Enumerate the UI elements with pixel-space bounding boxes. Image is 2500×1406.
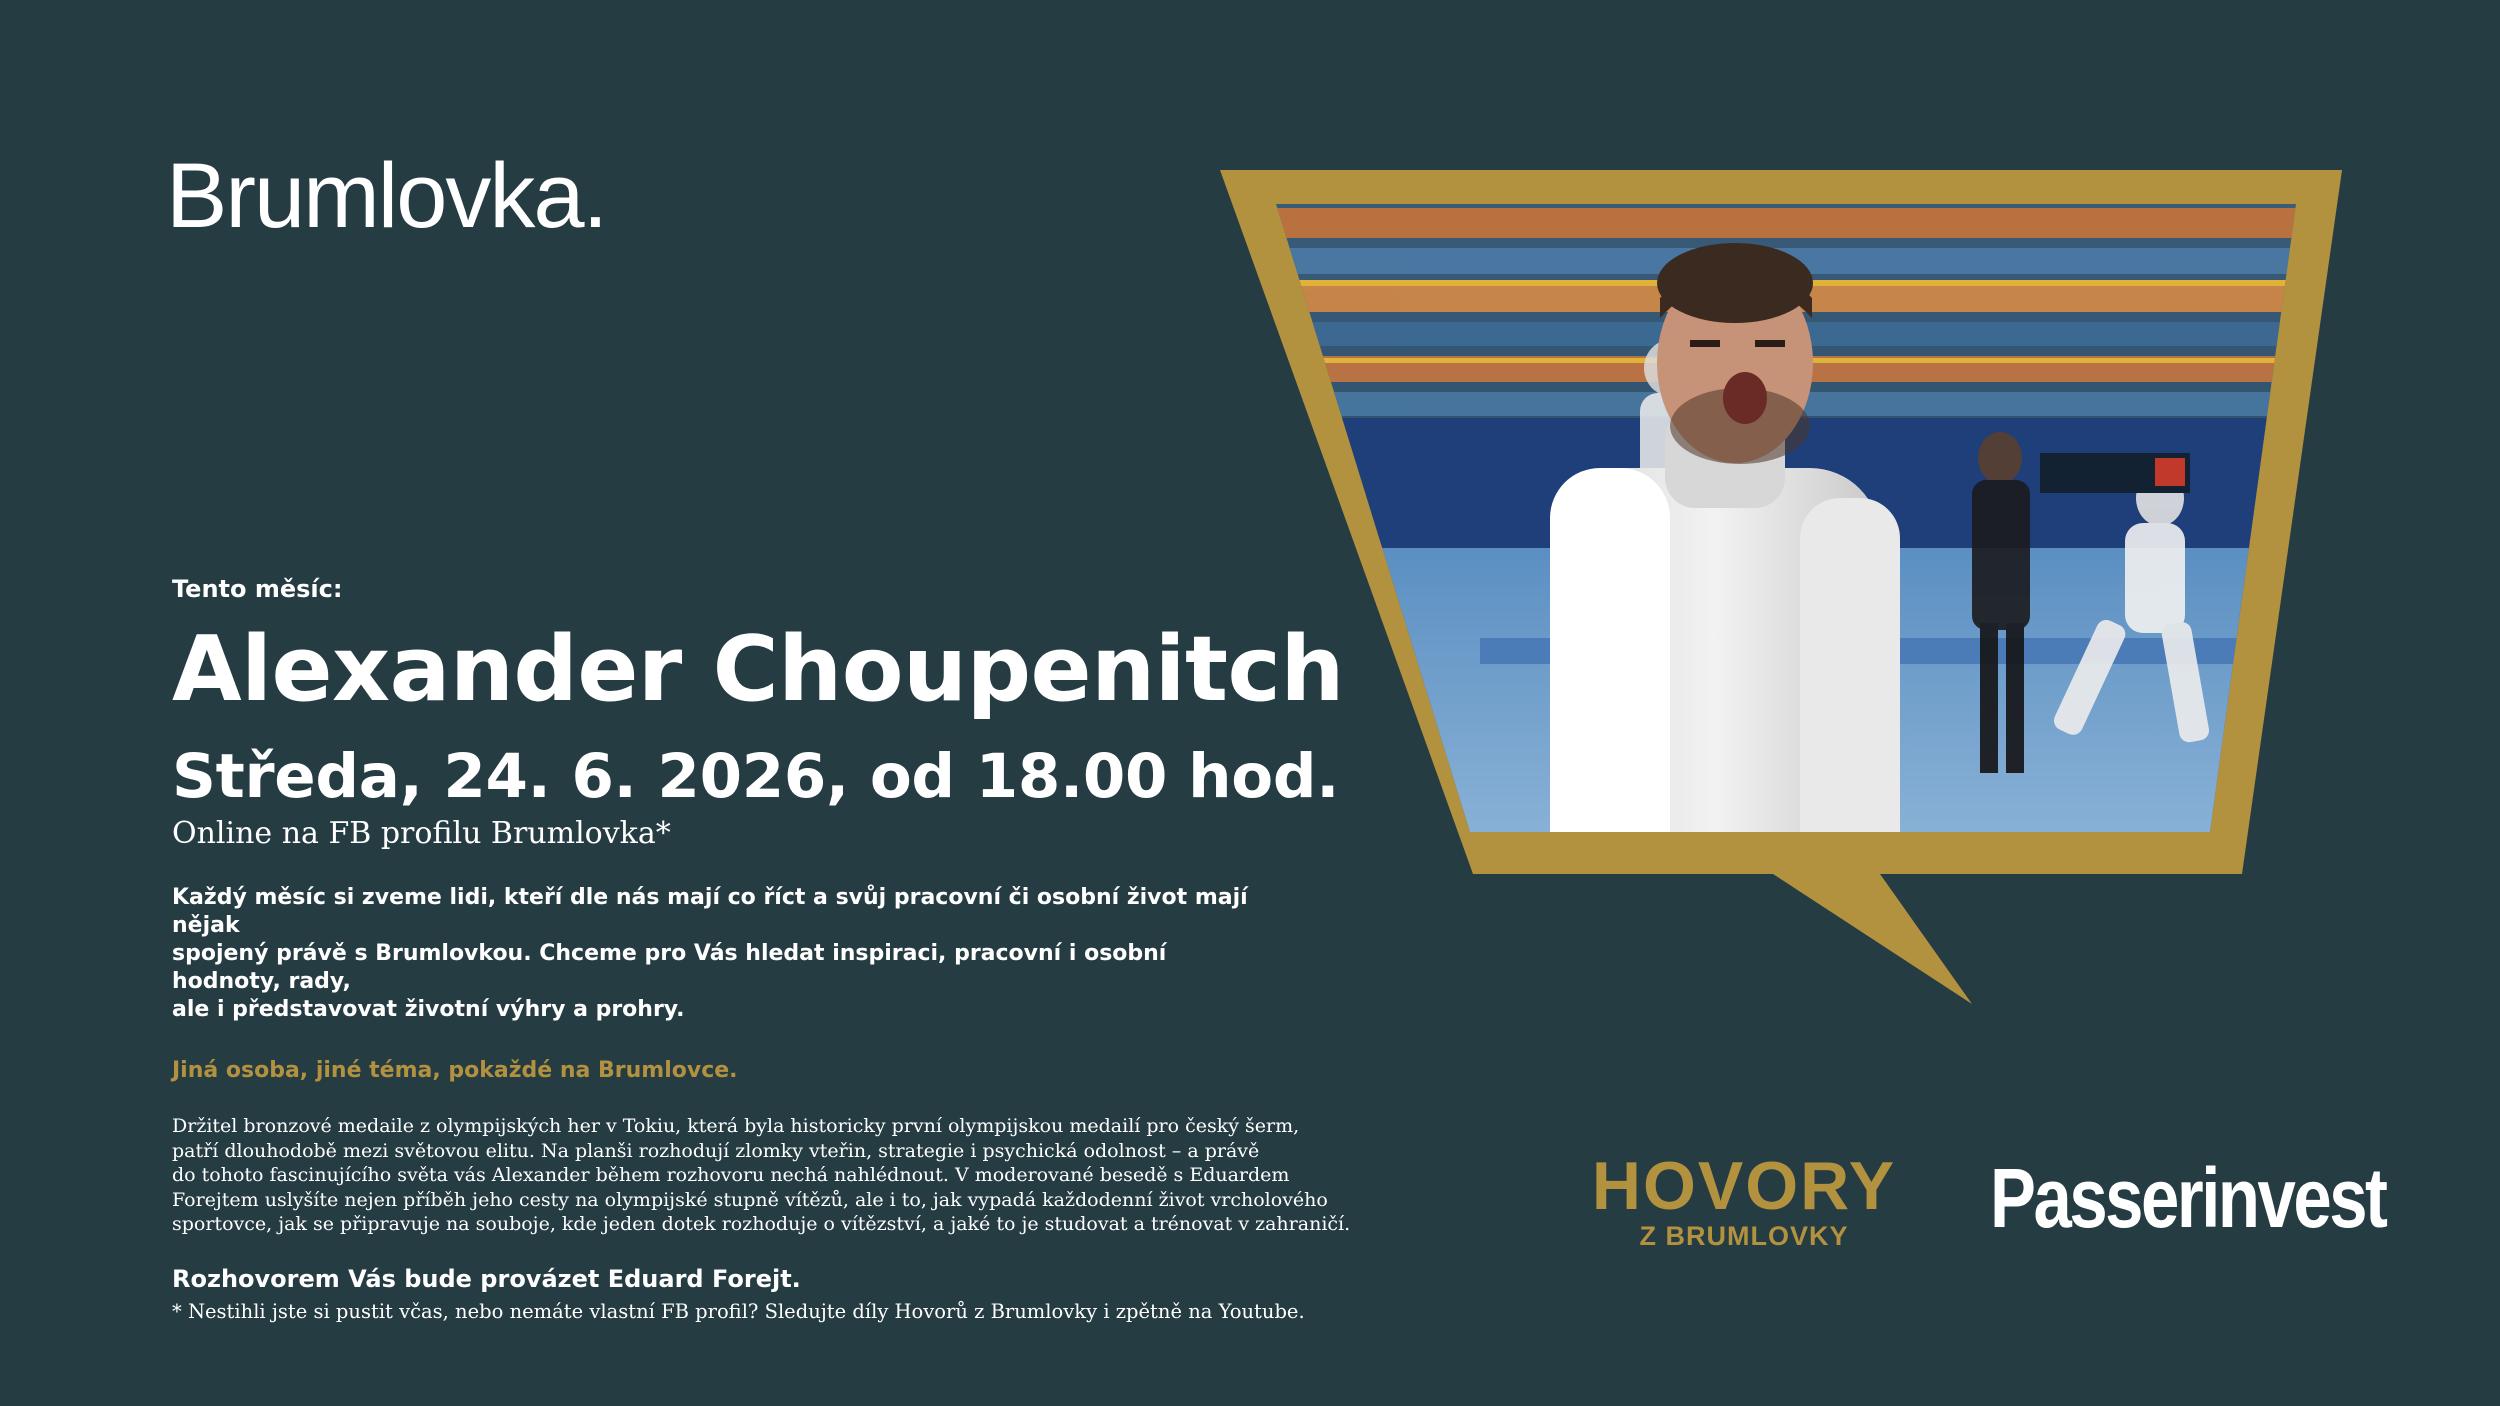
eyebrow-label: Tento měsíc: bbox=[172, 575, 343, 603]
fencer-portrait-photo bbox=[1220, 168, 2342, 888]
hovory-subtitle: Z BRUMLOVKY bbox=[1639, 1221, 1849, 1251]
event-info bbox=[172, 572, 1352, 1325]
bio-line: sportovce, jak se připravuje na souboje, kde jeden dotek rozhoduje o vítězství, a jaké to je studovat a trénovat v zahraničí. bbox=[172, 1213, 1351, 1235]
intro-line: spojený právě s Brumlovkou. Chceme pro Vás hledat inspiraci, pracovní i osobní hodnoty, rady, bbox=[172, 941, 1167, 994]
bio-line: do tohoto fascinujícího světa vás Alexander během rozhovoru nechá nahlédnout. V moderované besedě s Eduardem bbox=[172, 1164, 1290, 1186]
bio-line: Držitel bronzové medaile z olympijských her v Tokiu, která byla historicky první olympijskou medailí pro český šerm, bbox=[172, 1115, 1300, 1137]
intro-paragraph bbox=[172, 884, 1252, 1024]
footnote: * Nestihli jste si pustit včas, nebo nemáte vlastní FB profil? Sledujte díly Hovorů z Brumlovky i zpětně na Youtube. bbox=[172, 1299, 1305, 1323]
tagline: Jiná osoba, jiné téma, pokaždé na Brumlovce. bbox=[172, 1058, 738, 1083]
guest-name: Alexander Choupenitch bbox=[172, 617, 1344, 722]
bio-line: patří dlouhodobě mezi světovou elitu. Na planši rozhodují zlomky vteřin, strategie i psychická odolnost – a právě bbox=[172, 1139, 1260, 1162]
moderator-line: Rozhovorem Vás bude provázet Eduard Forejt. bbox=[172, 1264, 801, 1293]
bio-paragraph bbox=[172, 1114, 1352, 1237]
intro-line: Každý měsíc si zveme lidi, kteří dle nás mají co říct a svůj pracovní či osobní život mají nějak bbox=[172, 885, 1248, 938]
brumlovka-logo: Brumlovka. bbox=[166, 145, 607, 247]
speech-bubble-photo-frame bbox=[1220, 168, 2342, 1008]
passerinvest-logo: Passerinvest bbox=[1990, 1151, 2386, 1245]
event-venue: Online na FB profilu Brumlovka* bbox=[172, 816, 671, 851]
hovory-z-brumlovky-logo bbox=[1588, 1150, 1900, 1252]
bio-line: Forejtem uslyšíte nejen příběh jeho cesty na olympijské stupně vítězů, ale i to, jak vypadá každodenní život vrcholového bbox=[172, 1188, 1328, 1211]
event-date-time: Středa, 24. 6. 2026, od 18.00 hod. bbox=[172, 741, 1340, 812]
intro-line: ale i představovat životní výhry a prohry. bbox=[172, 997, 685, 1022]
hovory-title: HOVORY bbox=[1591, 1148, 1897, 1224]
